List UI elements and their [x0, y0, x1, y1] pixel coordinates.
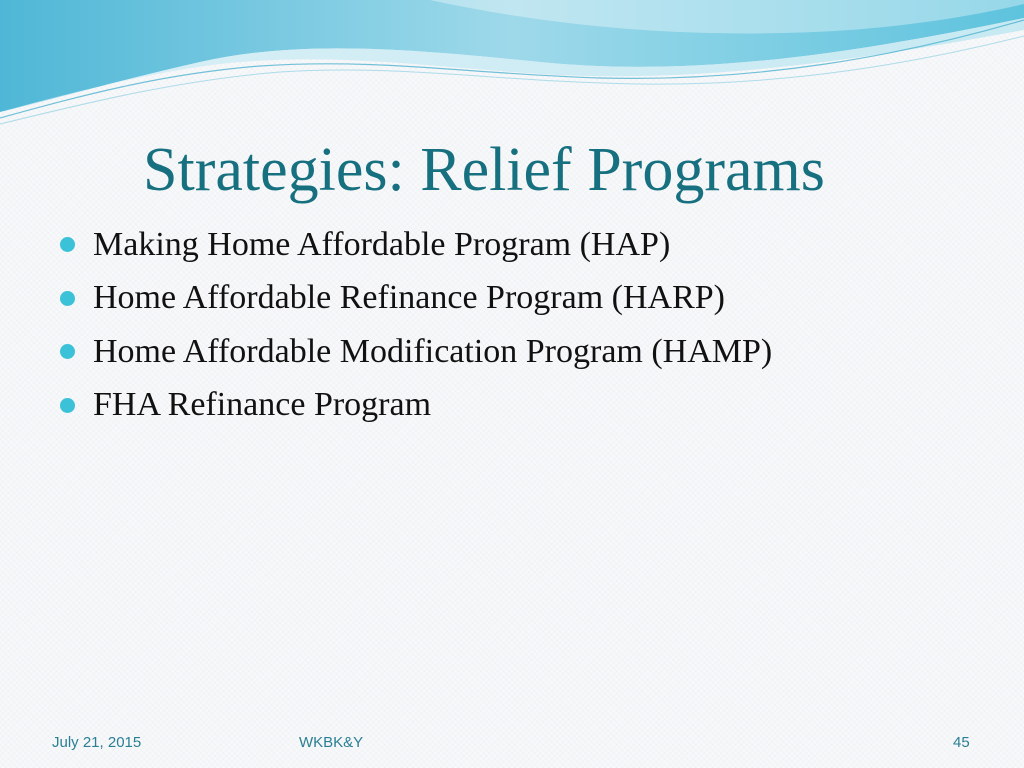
- page-number: 45: [953, 734, 970, 751]
- bullet-text: Home Affordable Modification Program (HAMP): [93, 332, 773, 370]
- bullet-text: Home Affordable Refinance Program (HARP): [93, 279, 725, 317]
- bullet-dot-icon: [60, 344, 75, 359]
- list-item: [60, 218, 1000, 272]
- list-item: [60, 379, 1000, 433]
- footer-date: July 21, 2015: [52, 734, 142, 751]
- bullet-dot-icon: [60, 398, 75, 413]
- bullet-text: FHA Refinance Program: [93, 386, 432, 424]
- bullet-dot-icon: [60, 291, 75, 306]
- list-item: [60, 272, 1000, 326]
- header-wave-decoration: [0, 0, 1024, 140]
- bullet-dot-icon: [60, 237, 75, 252]
- bullet-list: [60, 218, 1000, 432]
- bullet-text: Making Home Affordable Program (HAP): [93, 225, 671, 263]
- slide-title: Strategies: Relief Programs: [143, 136, 825, 204]
- footer-organization: WKBK&Y: [299, 734, 364, 751]
- list-item: [60, 325, 1000, 379]
